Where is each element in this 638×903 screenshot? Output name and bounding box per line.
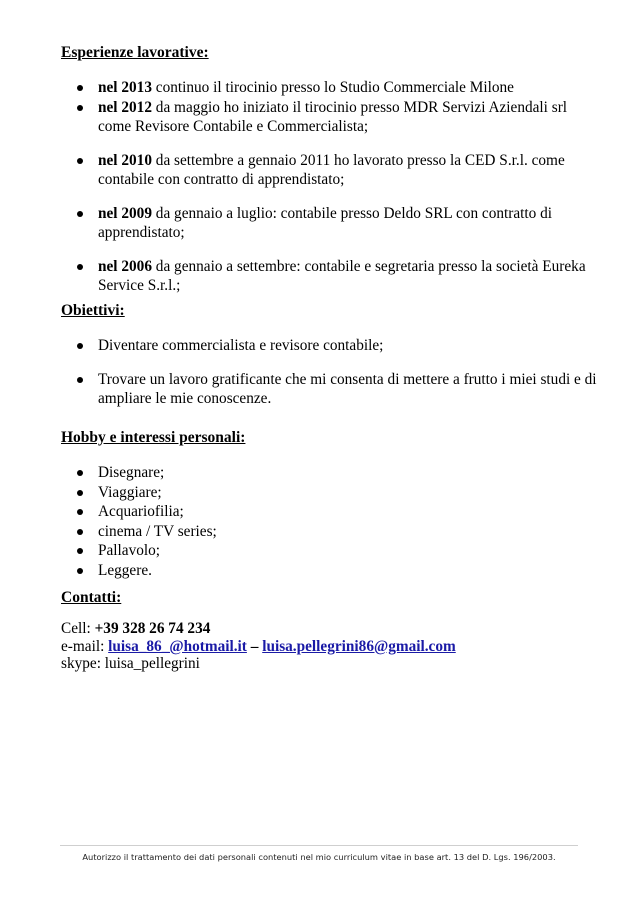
email-line: e-mail: luisa_86_@hotmail.it – luisa.pellegrini86@gmail.com (61, 637, 456, 655)
contact-block (61, 620, 456, 673)
hobby-item: Leggere. (61, 561, 601, 581)
email-link-gmail[interactable]: luisa.pellegrini86@gmail.com (262, 637, 456, 655)
experience-heading: Esperienze lavorative: (61, 44, 209, 61)
hobby-item: Disegnare; (61, 463, 601, 483)
hobby-item: cinema / TV series; (61, 522, 601, 542)
footer-divider (60, 845, 578, 846)
experience-list (61, 78, 601, 296)
experience-item: nel 2010 da settembre a gennaio 2011 ho lavorato presso la CED S.r.l. come contabile con contratto di apprendistato; (61, 151, 601, 190)
experience-item: nel 2012 da maggio ho iniziato il tirocinio presso MDR Servizi Aziendali srl come Revisore Contabile e Commercialista; (61, 98, 601, 137)
hobby-item: Acquariofilia; (61, 502, 601, 522)
objective-item: Trovare un lavoro gratificante che mi consenta di mettere a frutto i miei studi e di ampliare le mie conoscenze. (61, 370, 601, 409)
hobby-item: Viaggiare; (61, 483, 601, 503)
hobbies-heading: Hobby e interessi personali: (61, 429, 246, 446)
experience-item: nel 2006 da gennaio a settembre: contabile e segretaria presso la società Eureka Service S.r.l.; (61, 257, 601, 296)
hobby-item: Pallavolo; (61, 541, 601, 561)
phone-line: Cell: +39 328 26 74 234 (61, 620, 211, 637)
objective-item: Diventare commercialista e revisore contabile; (61, 336, 601, 356)
hobbies-list (61, 463, 601, 580)
objectives-list (61, 336, 601, 409)
email-link-hotmail[interactable]: luisa_86_@hotmail.it (108, 637, 247, 655)
privacy-footer: Autorizzo il trattamento dei dati personali contenuti nel mio curriculum vitae in base art. 13 del D. Lgs. 196/2003. (82, 852, 556, 862)
experience-item: nel 2013 continuo il tirocinio presso lo Studio Commerciale Milone (61, 78, 601, 98)
objectives-heading: Obiettivi: (61, 302, 125, 319)
skype-line: skype: luisa_pellegrini (61, 655, 200, 672)
contacts-heading: Contatti: (61, 589, 122, 606)
experience-item: nel 2009 da gennaio a luglio: contabile presso Deldo SRL con contratto di apprendistato; (61, 204, 601, 243)
phone-number: +39 328 26 74 234 (94, 620, 211, 637)
